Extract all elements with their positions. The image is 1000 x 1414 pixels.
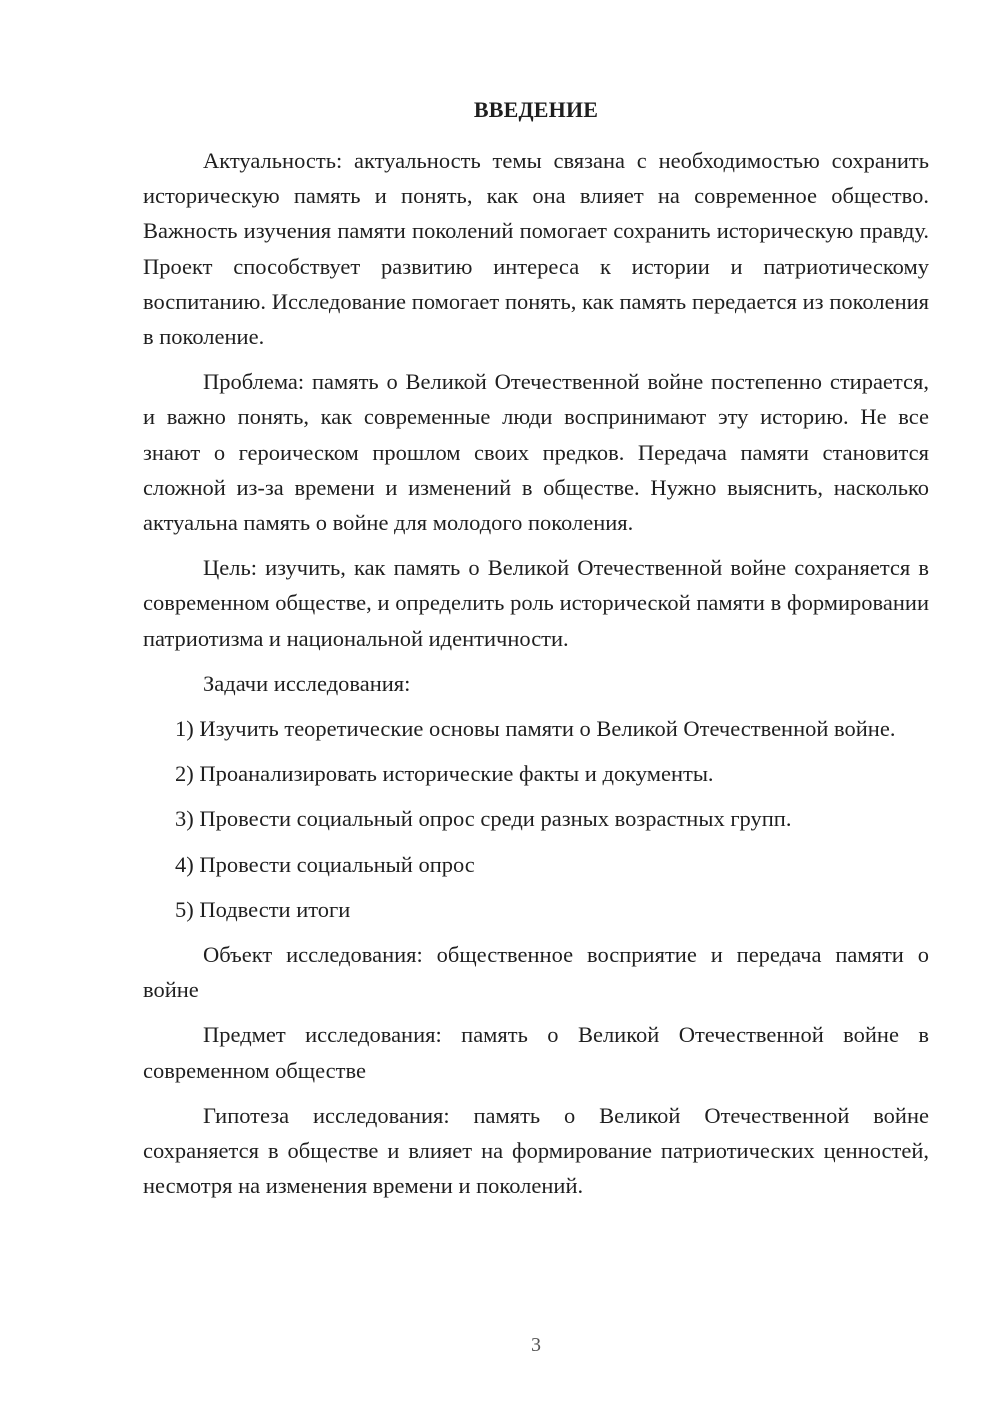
list-item: 1) Изучить теоретические основы памяти о Великой Отечественной войне. — [175, 716, 896, 742]
paragraph-hypothesis: Гипотеза исследования: память о Великой Отечественной войне сохраняется в обществе и влияет на формирование патриотических ценностей, несмотря на изменения времени и поколений. — [143, 1102, 929, 1199]
list-item: 3) Провести социальный опрос среди разных возрастных групп. — [175, 806, 792, 832]
list-item: 4) Провести социальный опрос — [175, 851, 475, 877]
paragraph-object: Объект исследования: общественное восприятие и передача памяти о войне — [143, 942, 929, 1003]
list-item: 5) Подвести итоги — [175, 896, 351, 922]
paragraph-subject: Предмет исследования: память о Великой Отечественной войне в современном обществе — [143, 1022, 929, 1083]
list-item: 2) Проанализировать исторические факты и документы. — [175, 761, 714, 787]
paragraph-problem: Проблема: память о Великой Отечественной войне постепенно стирается, и важно понять, как современные люди воспринимают эту историю. Не все знают о героическом прошлом своих предков. Передача памяти становится сложной из-за времени и изменений в обществе. Нужно выяснить, насколько актуальна память о войне для молодого поколения. — [143, 369, 929, 536]
page-title: ВВЕДЕНИЕ — [473, 97, 599, 122]
tasks-heading: Задачи исследования: — [203, 670, 411, 696]
paragraph-goal: Цель: изучить, как память о Великой Отечественной войне сохраняется в современном обществе, и определить роль исторической памяти в формировании патриотизма и национальной идентичности. — [143, 555, 929, 651]
page-number: 3 — [531, 1334, 541, 1356]
paragraph-relevance: Актуальность: актуальность темы связана с необходимостью сохранить историческую память и понять, как она влияет на современное общество. Важность изучения памяти поколений помогает сохранить историческую правду. Проект способствует развитию интереса к истории и патриотическому воспитанию. Исследование помогает понять, как память передается из поколения в поколение. — [143, 148, 929, 350]
document-body — [143, 143, 929, 1203]
